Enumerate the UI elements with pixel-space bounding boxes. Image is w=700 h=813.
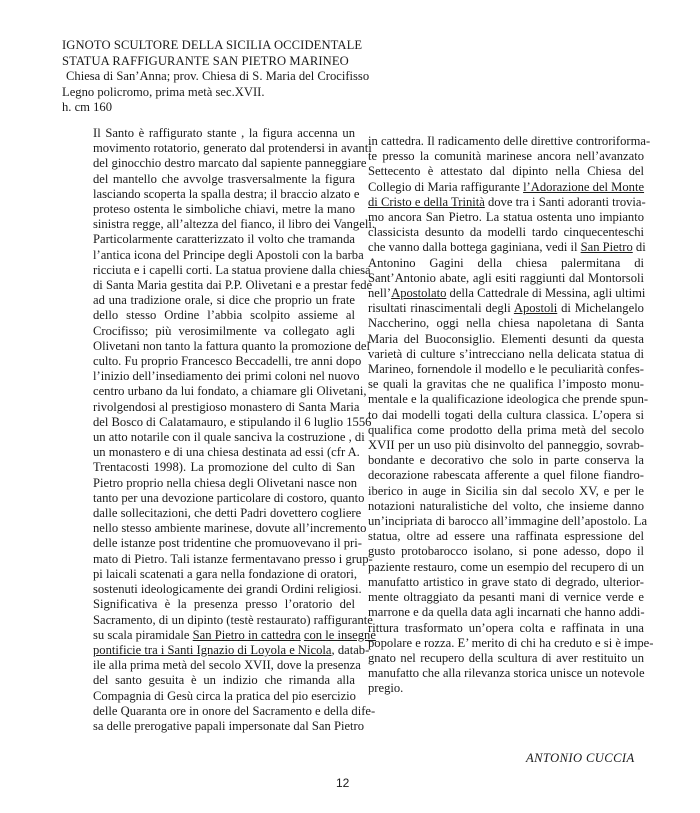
- text-line: sostenuti ideologicamente dei grandi Ordini religiosi.: [93, 582, 362, 597]
- text-line: rittura trasformato un’opera colta e raffinata in una: [368, 620, 644, 635]
- text-line: iberico in auge in Sicilia sin dal secolo XV, e per le: [368, 483, 644, 498]
- artwork-title-link: San Pietro in cattedra: [192, 627, 301, 642]
- text-line: delle istanze post tridentine che promuovevano il pri-: [93, 536, 362, 551]
- text-line: gnato nel recupero della scultura di aver restituito un: [368, 650, 644, 665]
- text-fragment: risultati rinascimentali degli: [368, 301, 511, 316]
- text-line: [368, 286, 644, 301]
- text-fragment: che vanno dalla bottega gaginiana, vedi il: [368, 240, 578, 255]
- artwork-header: [62, 38, 422, 116]
- text-line: lasciando scoperta la spalla destra; il braccio alzato e: [93, 186, 360, 201]
- text-line: statua, oltre ad essere una raffinata espressione del: [368, 529, 644, 544]
- text-line: mentale e la qualificazione ideologica che prende spun-: [368, 392, 649, 407]
- text-line: manufatto artistico in grave stato di degrado, ulterior-: [368, 574, 644, 589]
- text-line: ile alla prima metà del secolo XVII, dove la presenza: [93, 658, 361, 673]
- text-line: notazioni naturalistiche del volto, che insieme danno: [368, 498, 644, 513]
- text-line: Trentacosti 1998). La promozione del culto di San: [93, 460, 355, 475]
- text-line: ricciuta e i capelli corti. La statua proviene dalla chiesa: [93, 262, 371, 277]
- text-line: popolare e rozza. E’ merito di chi ha creduto e si è impe-: [368, 635, 654, 650]
- page-number: 12: [336, 776, 350, 790]
- text-line: se quali la gravitas che ne qualifica l’imposto monu-: [368, 377, 644, 392]
- text-line: dalle sollecitazioni, che detti Padri dovettero cogliere: [93, 506, 362, 521]
- text-line: Sant’Antonio abate, agli esiti raggiunti dal Montorsoli: [368, 270, 644, 285]
- text-line: mo ancora San Pietro. La statua ostenta uno impianto: [368, 210, 644, 225]
- text-line: to dai modelli togati della cultura classica. L’opera si: [368, 407, 644, 422]
- text-line: Olivetani non tanto la fattura quanto la promozione del: [93, 338, 370, 353]
- text-fragment: nell’: [368, 286, 392, 301]
- text-line: [63, 642, 370, 658]
- artwork-title-link: pontificie tra i Santi Ignazio di Loyola e Nicola: [93, 642, 332, 657]
- right-text-column: [368, 134, 654, 697]
- text-line: l’antica icona del Principe degli Apostoli con la barba: [93, 247, 364, 262]
- text-line: Sacramento, di un dipinto (testè restaurato) raffigurante: [93, 612, 373, 627]
- text-fragment: della Cattedrale di Messina, agli ultimi: [446, 286, 646, 301]
- text-line: Compagnia di Gesù circa la pratica del pio esercizio: [93, 688, 356, 703]
- author-signature: ANTONIO CUCCIA: [526, 751, 635, 765]
- text-line: [368, 180, 644, 195]
- text-line: ad una tradizione orale, si dice che proprio un frate: [93, 293, 355, 308]
- text-fragment: , datab-: [331, 642, 370, 657]
- text-line: Maria del Buoconsiglio. Elementi desunti da questa: [368, 331, 644, 346]
- text-line: Settecento è attestato dal dipinto nella Chiesa del: [368, 164, 644, 179]
- text-line: un monastero e di una chiesa destinata ad essi (cfr A.: [93, 445, 360, 460]
- artwork-title-link: Apostoli: [513, 301, 558, 316]
- text-line: Crocifisso; più verosimilmente va collegato agli: [93, 323, 355, 338]
- text-line: delle Quaranta ore in onore del Sacramento e della dife-: [93, 703, 376, 718]
- text-line: Pietro proprio nella chiesa degli Olivetani nasce non: [93, 475, 358, 490]
- artwork-title-link: San Pietro: [580, 240, 633, 255]
- text-line: pi laicali scatenati a gara nella fondazione di oratori,: [93, 566, 357, 581]
- text-fragment: di: [632, 240, 646, 255]
- left-text-column: [63, 126, 376, 734]
- text-line: decorazione rabescata afferente a quel filone fiandro-: [368, 468, 644, 483]
- text-line: marrone e da quella data agli incarnati che hanno addi-: [368, 605, 645, 620]
- text-line: Significativa è la presenza presso l’oratorio del: [93, 597, 355, 612]
- text-line: [368, 240, 644, 255]
- header-title-line-2: STATUA RAFFIGURANTE SAN PIETRO MARINEO: [62, 53, 349, 68]
- header-title-line-1: IGNOTO SCULTORE DELLA SICILIA OCCIDENTALE: [62, 38, 363, 52]
- text-line: paziente restauro, come un esempio del recupero di un: [368, 559, 644, 574]
- text-line: [63, 627, 376, 643]
- text-line: te presso la comunità marinese ancora nell’avanzato: [368, 149, 644, 164]
- artwork-title-link: l’Adorazione del Monte: [523, 179, 645, 194]
- text-line: mato di Pietro. Tali istanze fermentavano presso i grup-: [93, 551, 373, 566]
- artwork-title-link: con le insegne: [303, 627, 376, 642]
- text-line: qualifica come prodotto della prima metà del secolo: [368, 422, 644, 437]
- text-line: sinistra regge, all’altezza del fianco, il libro dei Vangeli.: [93, 217, 375, 232]
- header-height: h. cm 160: [62, 100, 113, 114]
- text-line: [368, 301, 644, 316]
- text-line: culto. Fu proprio Francesco Beccadelli, tre anni dopo: [93, 354, 362, 369]
- text-line: in cattedra. Il radicamento delle direttive controriforma-: [368, 134, 651, 148]
- artwork-title-link: Apostolato: [391, 286, 447, 301]
- text-line: movimento rotatorio, generato dal protendersi in avanti: [93, 141, 372, 156]
- text-line: [368, 195, 644, 210]
- text-line: del santo gesuita è un indizio che rimanda alla: [93, 673, 355, 688]
- text-line: rivolgendosi al prestigioso monastero di Santa Maria: [93, 399, 360, 414]
- text-line: gusto protobarocco isolano, si pone adesso, dopo il: [368, 544, 644, 559]
- text-fragment: dove tra i Santi adoranti trovia-: [484, 194, 646, 209]
- text-line: Marineo, fornendole il modello e le peculiarità confes-: [368, 362, 644, 377]
- text-line: manufatto che alla rilevanza storica unisce un notevole: [368, 666, 645, 681]
- text-line: mente oltraggiato da pesanti mani di vernice verde e: [368, 590, 644, 605]
- header-medium: Legno policromo, prima metà sec.XVII.: [62, 84, 265, 99]
- text-line: XVII per un uso più disinvolto del panneggio, sovrab-: [368, 438, 644, 453]
- text-fragment: di Michelangelo: [557, 301, 644, 316]
- text-fragment: Collegio di Maria raffigurante: [368, 179, 520, 194]
- text-line: l’inizio dell’insediamento dei primi coloni nel nuovo: [93, 369, 360, 384]
- text-line: un’incipriata di barocco all’immagine dell’apostolo. La: [368, 514, 648, 529]
- text-line: Antonino Gagini della chiesa palermitana di: [368, 255, 644, 270]
- text-line: centro urbano da lui fondato, a chiamare gli Olivetani,: [93, 384, 367, 399]
- artwork-title-link: di Cristo e della Trinità: [368, 194, 485, 209]
- text-line: nello stesso ambiente marinese, dovute all’incremento: [93, 521, 367, 536]
- text-line: bondante e decorativo che solo in parte conserva la: [368, 453, 644, 468]
- text-line: sa delle prerogative papali impersonate dal San Pietro: [93, 718, 365, 733]
- text-line: proteso ostenta le simboliche chiavi, metre la mano: [93, 202, 355, 217]
- text-fragment: su scala piramidale: [93, 627, 190, 642]
- text-line: del Bosco di Calatamauro, e stipulando il 6 luglio 1556: [93, 414, 372, 429]
- text-line: del mantello che avvolge trasversalmente la figura: [93, 171, 355, 186]
- text-line: Naccherino, oggi nella chiesa napoletana di Santa: [368, 316, 644, 331]
- text-line: un atto notarile con il quale sanciva la costruzione , di: [93, 430, 365, 445]
- text-line: Il Santo è raffigurato stante , la figura accenna un: [93, 126, 355, 140]
- header-location: Chiesa di San’Anna; prov. Chiesa di S. Maria del Crocifisso: [66, 69, 370, 83]
- text-line: varietà di culture s’intrecciano nella delicata statua di: [368, 346, 644, 361]
- text-line: di Santa Maria gestita dai P.P. Olivetani e a prestar fede: [93, 278, 373, 293]
- text-line: pregio.: [368, 681, 404, 696]
- text-line: classicista desunto da modelli tardo cinquecenteschi: [368, 225, 644, 240]
- text-line: dello stesso Ordine l’abbia scolpito assieme al: [93, 308, 355, 323]
- text-line: tanto per una devozione particolare di costoro, quanto: [93, 490, 365, 505]
- text-line: del ginocchio destro marcato dal sapiente panneggiare: [93, 156, 367, 171]
- text-line: Particolarmente caratterizzato il volto che tramanda: [93, 232, 355, 247]
